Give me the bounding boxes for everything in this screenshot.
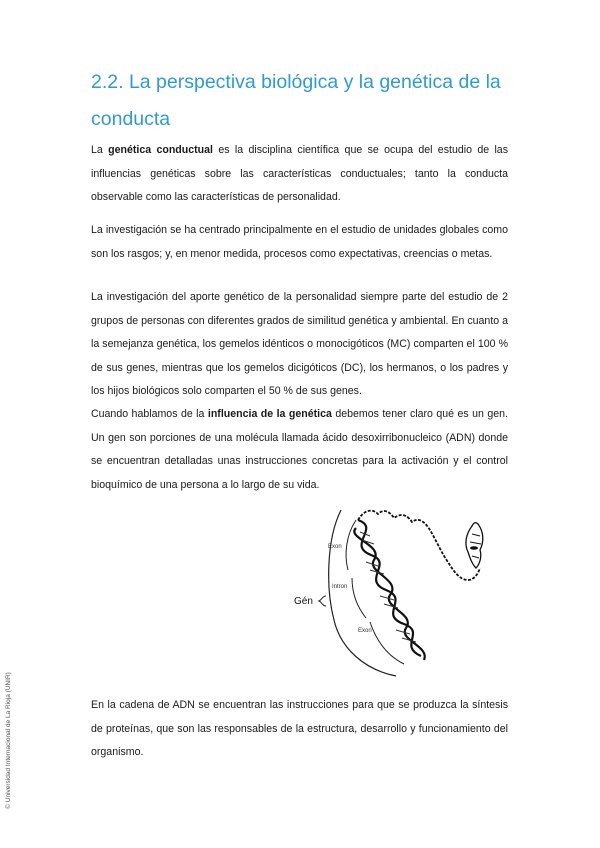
gen-brace bbox=[319, 596, 326, 606]
label-gen: Gén bbox=[294, 596, 313, 607]
copyright-vertical bbox=[2, 655, 14, 825]
p1-text-pre: La bbox=[91, 144, 109, 156]
paragraph-genetica-conductual bbox=[91, 139, 508, 210]
p1-bold-term: genética conductual bbox=[108, 144, 213, 156]
p1-text-post: es la disciplina científica que se ocupa del estudio de las influencias genéticas sobre las características conductuales; tanto la conducta observable como las características de personalidad. bbox=[91, 144, 508, 203]
p4-text-post: debemos tener claro qué es un gen. Un gen son porciones de una molécula llamada ácido desoxirribonucleico (ADN) donde se encuentran detalladas unas instrucciones concretas para la activación y el control bioquímico de una persona a lo largo de su vida. bbox=[91, 408, 508, 491]
paragraph-influencia-genetica bbox=[91, 403, 508, 497]
copyright-text: © Universidad Internacional de La Rioja (UNIR) bbox=[4, 671, 12, 809]
helix-strand-b bbox=[354, 528, 424, 660]
exon-bracket-bottom bbox=[370, 622, 404, 664]
section-title: 2.2. La perspectiva biológica y la genética de la conducta bbox=[91, 71, 501, 130]
paragraph-investigacion-rasgos: La investigación se ha centrado principalmente en el estudio de unidades globales como son los rasgos; y, en menor medida, procesos como expectativas, creencias o metas. bbox=[91, 224, 508, 260]
gene-bracket-outer bbox=[329, 510, 396, 676]
label-exon-bottom: Exon bbox=[358, 628, 372, 634]
exon-bracket-top bbox=[346, 520, 356, 570]
chromosome-icon bbox=[466, 523, 483, 568]
p4-text-pre: Cuando hablamos de la bbox=[91, 408, 208, 420]
label-exon-top: Exon bbox=[328, 544, 342, 550]
paragraph-cadena-adn: En la cadena de ADN se encuentran las instrucciones para que se produzca la síntesis de proteínas, que son las responsables de la estructura, desarrollo y funcionamiento del organismo. bbox=[91, 699, 508, 758]
paragraph-aporte-genetico: La investigación del aporte genético de la personalidad siempre parte del estudio de 2 grupos de personas con diferentes grados de similitud genética y ambiental. En cuanto a la semejanza genética, los gemelos idénticos o monocigóticos (MC) comparten el 100 % de sus genes, mientras que los gemelos dicigóticos (DC), los hermanos, o los padres y los hijos biológicos solo comparten el 50 % de sus genes. bbox=[91, 291, 508, 397]
intron-bracket bbox=[352, 578, 366, 618]
dna-gene-illustration bbox=[286, 500, 516, 680]
helix-strand-a bbox=[358, 520, 421, 656]
label-intron: Intron bbox=[332, 584, 348, 590]
p4-bold-term: influencia de la genética bbox=[207, 408, 332, 420]
